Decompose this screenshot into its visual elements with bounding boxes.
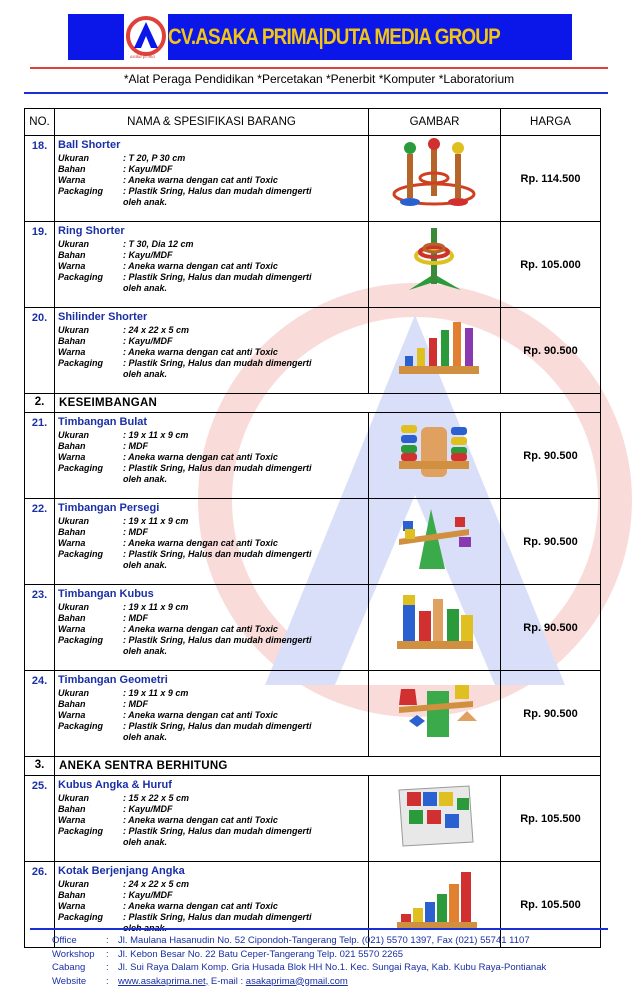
item-image-cell xyxy=(369,222,501,308)
branch-address: Jl. Sui Raya Dalam Komp. Gria Husada Blok HH No.1. Kec. Sungai Raya, Kab. Kubu Raya-Pontianak xyxy=(118,962,547,973)
spec-label: Warna xyxy=(58,538,86,548)
spec-label: Warna xyxy=(58,347,86,357)
spec-color: : Aneka warna dengan cat anti Toxic xyxy=(123,452,278,462)
spec-packaging: : Plastik Sring, Halus dan mudah dimengerti xyxy=(123,826,312,836)
section-row xyxy=(25,394,601,413)
square-balance-toy-icon xyxy=(369,499,499,579)
spec-label: Packaging xyxy=(58,186,104,196)
letterhead xyxy=(0,0,638,86)
spec-packaging: : Plastik Sring, Halus dan mudah dimengerti xyxy=(123,721,312,731)
price-list-table xyxy=(24,108,601,948)
spec-material: : MDF xyxy=(123,699,148,709)
workshop-address: Jl. Kebon Besar No. 22 Batu Ceper-Tangerang Telp. 021 5570 2265 xyxy=(118,948,404,960)
spec-material: : Kayu/MDF xyxy=(123,336,173,346)
spec-packaging-cont: oleh anak. xyxy=(123,732,168,742)
header-no: NO. xyxy=(25,109,55,136)
spec-label: Warna xyxy=(58,901,86,911)
spec-packaging: : Plastik Sring, Halus dan mudah dimengerti xyxy=(123,549,312,559)
tagline: *Alat Peraga Pendidikan *Percetakan *Penerbit *Komputer *Laboratorium xyxy=(123,72,515,86)
spec-packaging: : Plastik Sring, Halus dan mudah dimengerti xyxy=(123,272,312,282)
cube-balance-toy-icon xyxy=(369,585,499,665)
section-title: KESEIMBANGAN xyxy=(55,394,601,413)
item-image-cell xyxy=(369,308,501,394)
item-name: Timbangan Kubus xyxy=(58,588,154,600)
spec-label: Ukuran xyxy=(58,602,90,612)
spec-size: : 19 x 11 x 9 cm xyxy=(123,516,189,526)
spec-color: : Aneka warna dengan cat anti Toxic xyxy=(123,538,278,548)
spec-color: : Aneka warna dengan cat anti Toxic xyxy=(123,261,278,271)
spec-label: Bahan xyxy=(58,804,86,814)
section-title: ANEKA SENTRA BERHITUNG xyxy=(55,757,601,776)
spec-label: Warna xyxy=(58,452,86,462)
spec-packaging-cont: oleh anak. xyxy=(123,369,168,379)
logo-subtext: asaka prima xyxy=(130,55,155,60)
spec-label: Packaging xyxy=(58,463,104,473)
header-price: HARGA xyxy=(501,109,601,136)
spec-color: : Aneka warna dengan cat anti Toxic xyxy=(123,175,278,185)
table-row xyxy=(25,308,601,394)
footer-contacts: Office : Jl. Maulana Hasanudin No. 52 Cipondoh-Tangerang Telp. (021) 5570 1397, Fax (021) 55741 1107 Workshop : Jl. Kebon Besar No. 22 Batu Ceper-Tangerang Telp. 021 5570 2265 Cabang : Jl. Sui Raya Dalam Komp. Gria Husada Blok HH No.1. Kec. Sungai Raya, Kab. Kubu Raya-Pontianak Website : www.asakaprima.net, E-mail : asakaprima@gmail.com xyxy=(52,935,547,987)
spec-label: Bahan xyxy=(58,613,86,623)
company-name: CV.ASAKA PRIMA|DUTA MEDIA GROUP xyxy=(168,24,500,49)
website-link[interactable]: www.asakaprima.net, xyxy=(118,975,209,987)
item-spec xyxy=(55,585,369,671)
item-image-cell xyxy=(369,499,501,585)
item-number: 25. xyxy=(25,776,55,862)
item-price: Rp. 90.500 xyxy=(501,585,601,671)
spec-label: Ukuran xyxy=(58,879,90,889)
spec-label: Bahan xyxy=(58,250,86,260)
header-image: GAMBAR xyxy=(369,109,501,136)
spec-label: Ukuran xyxy=(58,239,90,249)
item-spec xyxy=(55,136,369,222)
item-name: Kotak Berjenjang Angka xyxy=(58,865,185,877)
item-name: Kubus Angka & Huruf xyxy=(58,779,172,791)
spec-label: Packaging xyxy=(58,549,104,559)
item-name: Timbangan Geometri xyxy=(58,674,168,686)
spec-size: : 19 x 11 x 9 cm xyxy=(123,430,189,440)
table-row xyxy=(25,222,601,308)
spec-packaging-cont: oleh anak. xyxy=(123,560,168,570)
spec-color: : Aneka warna dengan cat anti Toxic xyxy=(123,710,278,720)
ring-shorter-toy-icon xyxy=(369,222,499,302)
item-name: Shilinder Shorter xyxy=(58,311,148,323)
spec-size: : 24 x 22 x 5 cm xyxy=(123,325,190,335)
spec-packaging-cont: oleh anak. xyxy=(123,283,168,293)
item-spec xyxy=(55,499,369,585)
item-number: 23. xyxy=(25,585,55,671)
table-row xyxy=(25,671,601,757)
item-image-cell xyxy=(369,136,501,222)
spec-packaging-cont: oleh anak. xyxy=(123,646,168,656)
item-number: 21. xyxy=(25,413,55,499)
geometry-balance-toy-icon xyxy=(369,671,499,751)
section-row xyxy=(25,757,601,776)
spec-packaging: : Plastik Sring, Halus dan mudah dimengerti xyxy=(123,463,312,473)
item-number: 18. xyxy=(25,136,55,222)
header-red-rule xyxy=(30,67,608,69)
item-spec xyxy=(55,776,369,862)
spec-size: : 19 x 11 x 9 cm xyxy=(123,602,189,612)
spec-label: Ukuran xyxy=(58,153,90,163)
table-row xyxy=(25,585,601,671)
header-name: NAMA & SPESIFIKASI BARANG xyxy=(55,109,369,136)
spec-label: Ukuran xyxy=(58,793,90,803)
spec-size: : 24 x 22 x 5 cm xyxy=(123,879,190,889)
item-number: 26. xyxy=(25,862,55,948)
email-link[interactable]: asakaprima@gmail.com xyxy=(245,975,348,987)
spec-packaging-cont: oleh anak. xyxy=(123,837,168,847)
spec-label: Bahan xyxy=(58,164,86,174)
spec-label: Packaging xyxy=(58,912,104,922)
spec-packaging-cont: oleh anak. xyxy=(123,474,168,484)
spec-label: Warna xyxy=(58,815,86,825)
spec-material: : MDF xyxy=(123,527,148,537)
spec-material: : Kayu/MDF xyxy=(123,164,173,174)
ball-shorter-toy-icon xyxy=(369,136,499,216)
table-row xyxy=(25,413,601,499)
item-price: Rp. 105.500 xyxy=(501,862,601,948)
spec-label: Warna xyxy=(58,624,86,634)
email-label: E-mail : xyxy=(208,975,246,987)
item-price: Rp. 90.500 xyxy=(501,413,601,499)
table-row xyxy=(25,499,601,585)
footer-label: Office xyxy=(52,935,77,946)
footer-rule xyxy=(30,928,608,930)
asaka-logo-icon xyxy=(124,14,168,60)
spec-packaging: : Plastik Sring, Halus dan mudah dimengerti xyxy=(123,635,312,645)
spec-color: : Aneka warna dengan cat anti Toxic xyxy=(123,624,278,634)
spec-packaging: : Plastik Sring, Halus dan mudah dimengerti xyxy=(123,912,312,922)
item-name: Timbangan Bulat xyxy=(58,416,148,428)
spec-label: Bahan xyxy=(58,336,86,346)
footer-label: Workshop xyxy=(52,948,95,960)
spec-size: : 15 x 22 x 5 cm xyxy=(123,793,190,803)
item-price: Rp. 105.500 xyxy=(501,776,601,862)
spec-packaging: : Plastik Sring, Halus dan mudah dimengerti xyxy=(123,186,312,196)
item-spec xyxy=(55,671,369,757)
header-blue-rule xyxy=(24,92,608,94)
office-address: Jl. Maulana Hasanudin No. 52 Cipondoh-Tangerang Telp. (021) 5570 1397, Fax (021) 55741 1107 xyxy=(118,935,530,946)
spec-label: Warna xyxy=(58,175,86,185)
spec-size: : T 30, Dia 12 cm xyxy=(123,239,194,249)
item-spec xyxy=(55,222,369,308)
item-price: Rp. 90.500 xyxy=(501,671,601,757)
spec-label: Ukuran xyxy=(58,430,90,440)
spec-material: : Kayu/MDF xyxy=(123,890,173,900)
spec-size: : 19 x 11 x 9 cm xyxy=(123,688,189,698)
item-number: 19. xyxy=(25,222,55,308)
spec-label: Warna xyxy=(58,261,86,271)
logo-blue-block xyxy=(68,14,126,60)
spec-color: : Aneka warna dengan cat anti Toxic xyxy=(123,815,278,825)
item-spec xyxy=(55,308,369,394)
footer-label: Cabang xyxy=(52,962,86,973)
spec-packaging-cont: oleh anak. xyxy=(123,197,168,207)
spec-label: Packaging xyxy=(58,826,104,836)
stepped-number-blocks-icon xyxy=(369,862,499,942)
item-price: Rp. 114.500 xyxy=(501,136,601,222)
spec-label: Warna xyxy=(58,710,86,720)
item-image-cell xyxy=(369,585,501,671)
footer-label: Website xyxy=(52,975,87,987)
item-number: 22. xyxy=(25,499,55,585)
item-number: 20. xyxy=(25,308,55,394)
spec-material: : MDF xyxy=(123,613,148,623)
item-number: 24. xyxy=(25,671,55,757)
item-price: Rp. 90.500 xyxy=(501,308,601,394)
item-name: Ring Shorter xyxy=(58,225,125,237)
section-number: 3. xyxy=(25,757,55,776)
spec-size: : T 20, P 30 cm xyxy=(123,153,186,163)
item-name: Timbangan Persegi xyxy=(58,502,160,514)
table-row xyxy=(25,776,601,862)
item-price: Rp. 105.000 xyxy=(501,222,601,308)
spec-label: Bahan xyxy=(58,441,86,451)
table-header-row xyxy=(25,109,601,136)
spec-label: Ukuran xyxy=(58,688,90,698)
spec-material: : Kayu/MDF xyxy=(123,250,173,260)
item-price: Rp. 90.500 xyxy=(501,499,601,585)
table-row xyxy=(25,136,601,222)
spec-label: Packaging xyxy=(58,721,104,731)
round-balance-toy-icon xyxy=(369,413,499,493)
spec-color: : Aneka warna dengan cat anti Toxic xyxy=(123,347,278,357)
item-spec xyxy=(55,413,369,499)
item-image-cell xyxy=(369,413,501,499)
item-name: Ball Shorter xyxy=(58,139,121,151)
spec-label: Bahan xyxy=(58,527,86,537)
cylinder-shorter-toy-icon xyxy=(369,308,499,388)
spec-label: Bahan xyxy=(58,890,86,900)
item-image-cell xyxy=(369,671,501,757)
spec-label: Packaging xyxy=(58,272,104,282)
letter-number-cubes-icon xyxy=(369,776,499,856)
spec-material: : Kayu/MDF xyxy=(123,804,173,814)
spec-packaging: : Plastik Sring, Halus dan mudah dimengerti xyxy=(123,358,312,368)
item-image-cell xyxy=(369,776,501,862)
spec-label: Packaging xyxy=(58,635,104,645)
spec-label: Bahan xyxy=(58,699,86,709)
spec-label: Ukuran xyxy=(58,516,90,526)
spec-label: Ukuran xyxy=(58,325,90,335)
section-number: 2. xyxy=(25,394,55,413)
spec-label: Packaging xyxy=(58,358,104,368)
spec-color: : Aneka warna dengan cat anti Toxic xyxy=(123,901,278,911)
spec-material: : MDF xyxy=(123,441,148,451)
